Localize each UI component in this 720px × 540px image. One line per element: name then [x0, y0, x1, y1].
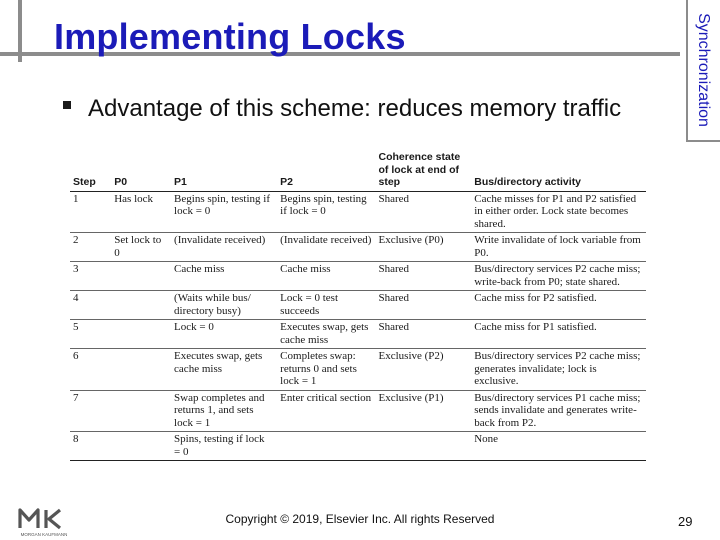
cell-coherence: Exclusive (P2) — [376, 349, 472, 391]
cell-coherence: Shared — [376, 291, 472, 320]
cell-p0 — [111, 390, 171, 432]
cell-coherence: Exclusive (P1) — [376, 390, 472, 432]
cell-coherence: Shared — [376, 191, 472, 233]
table-row — [70, 390, 646, 432]
header-p1: P1 — [171, 150, 277, 191]
cell-p0 — [111, 291, 171, 320]
slide-title: Implementing Locks — [54, 16, 406, 57]
cell-coherence: Exclusive (P0) — [376, 233, 472, 262]
cell-step: 4 — [70, 291, 111, 320]
table-row — [70, 191, 646, 233]
table-row — [70, 349, 646, 391]
cell-bus-activity: Bus/directory services P1 cache miss; sends invalidate and generates write-back from P2. — [471, 390, 646, 432]
cell-p2 — [277, 432, 375, 461]
bullet-text: Advantage of this scheme: reduces memory traffic — [88, 95, 622, 122]
table-row — [70, 291, 646, 320]
cell-p2: (Invalidate received) — [277, 233, 375, 262]
cell-p2: Completes swap: returns 0 and sets lock = 1 — [277, 349, 375, 391]
cell-step: 3 — [70, 262, 111, 291]
cell-step: 2 — [70, 233, 111, 262]
cell-bus-activity: Bus/directory services P2 cache miss; generates invalidate; lock is exclusive. — [471, 349, 646, 391]
header-step: Step — [70, 150, 111, 191]
cell-step: 5 — [70, 320, 111, 349]
bullet-icon — [63, 101, 71, 109]
cell-step: 7 — [70, 390, 111, 432]
cell-bus-activity: Cache misses for P1 and P2 satisfied in either order. Lock state becomes shared. — [471, 191, 646, 233]
table-header-row — [70, 150, 646, 191]
lock-steps-table — [70, 150, 646, 461]
cell-bus-activity: Write invalidate of lock variable from P0. — [471, 233, 646, 262]
cell-coherence: Shared — [376, 262, 472, 291]
cell-p0 — [111, 262, 171, 291]
cell-p2: Cache miss — [277, 262, 375, 291]
cell-p2: Lock = 0 test succeeds — [277, 291, 375, 320]
cell-p1: (Invalidate received) — [171, 233, 277, 262]
table-row — [70, 233, 646, 262]
cell-p1: (Waits while bus/ directory busy) — [171, 291, 277, 320]
cell-p0 — [111, 320, 171, 349]
cell-p1: Spins, testing if lock = 0 — [171, 432, 277, 461]
cell-bus-activity: Cache miss for P1 satisfied. — [471, 320, 646, 349]
cell-p2: Executes swap, gets cache miss — [277, 320, 375, 349]
cell-p0 — [111, 349, 171, 391]
table-row — [70, 262, 646, 291]
cell-p1: Executes swap, gets cache miss — [171, 349, 277, 391]
cell-bus-activity: None — [471, 432, 646, 461]
cell-p2: Begins spin, testing if lock = 0 — [277, 191, 375, 233]
section-label: Synchronization — [695, 13, 712, 127]
cell-p1: Begins spin, testing if lock = 0 — [171, 191, 277, 233]
cell-p1: Cache miss — [171, 262, 277, 291]
logo-caption: MORGAN KAUFMANN — [20, 532, 68, 537]
cell-step: 8 — [70, 432, 111, 461]
cell-coherence: Shared — [376, 320, 472, 349]
cell-bus-activity: Cache miss for P2 satisfied. — [471, 291, 646, 320]
cell-p1: Swap completes and returns 1, and sets lock = 1 — [171, 390, 277, 432]
cell-p0: Set lock to 0 — [111, 233, 171, 262]
page-number: 29 — [678, 514, 693, 529]
cell-coherence — [376, 432, 472, 461]
header-bus-activity: Bus/directory activity — [471, 150, 646, 191]
table-row — [70, 432, 646, 461]
header-p0: P0 — [111, 150, 171, 191]
header-coherence: Coherence state of lock at end of step — [376, 150, 472, 191]
header-p2: P2 — [277, 150, 375, 191]
table-row — [70, 320, 646, 349]
cell-p0 — [111, 432, 171, 461]
cell-p2: Enter critical section — [277, 390, 375, 432]
cell-p0: Has lock — [111, 191, 171, 233]
cell-bus-activity: Bus/directory services P2 cache miss; write-back from P0; state shared. — [471, 262, 646, 291]
copyright-text: Copyright © 2019, Elsevier Inc. All rights Reserved — [225, 512, 495, 526]
cell-step: 6 — [70, 349, 111, 391]
cell-step: 1 — [70, 191, 111, 233]
cell-p1: Lock = 0 — [171, 320, 277, 349]
